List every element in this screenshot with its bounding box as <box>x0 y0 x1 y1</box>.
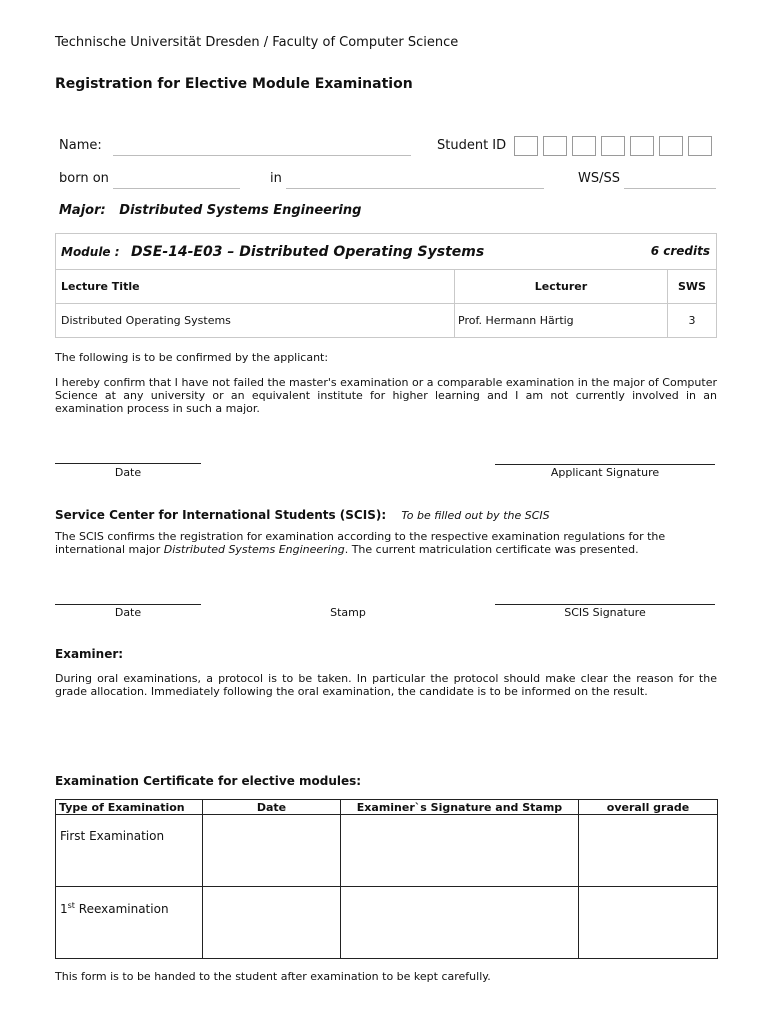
birthplace-label: in <box>270 171 282 186</box>
lecturer-header: Lecturer <box>455 270 668 304</box>
examiner-text: During oral examinations, a protocol is to be taken. In particular the protocol should make clear the reason for the grade allocation. Immediately following the oral examination, the candidate is to be informed on the result. <box>55 672 717 698</box>
applicant-intro: The following is to be confirmed by the applicant: <box>55 351 329 364</box>
applicant-date-line[interactable] <box>55 463 201 464</box>
first-exam-date-cell[interactable] <box>203 815 341 887</box>
scis-heading-line <box>55 504 550 523</box>
scis-signature-label: SCIS Signature <box>564 606 646 619</box>
student-id-box[interactable] <box>543 136 567 156</box>
certificate-heading: Examination Certificate for elective modules: <box>55 774 362 788</box>
date-header: Date <box>203 800 341 815</box>
sws-header: SWS <box>668 270 717 304</box>
name-field[interactable] <box>113 155 411 156</box>
module-table <box>55 233 717 338</box>
reexam-date-cell[interactable] <box>203 887 341 959</box>
semester-label: WS/SS <box>578 171 620 186</box>
type-of-examination-header: Type of Examination <box>56 800 203 815</box>
major-label: Major: <box>59 203 106 218</box>
scis-text-major: Distributed Systems Engineering <box>163 543 345 556</box>
student-id-box[interactable] <box>514 136 538 156</box>
student-id-box[interactable] <box>688 136 712 156</box>
reexam-ordinal: st <box>67 901 75 910</box>
lecture-row <box>56 304 717 338</box>
first-examination-label: First Examination <box>56 815 203 887</box>
birth-date-field[interactable] <box>113 188 240 189</box>
scis-text-part1: The SCIS confirms the registration for examination according to the respective examination regulations for the international major <box>55 530 666 556</box>
lecturer-cell: Prof. Hermann Härtig <box>455 304 668 338</box>
module-label: Module : <box>61 244 120 259</box>
major-value: Distributed Systems Engineering <box>119 203 362 218</box>
module-header-row <box>56 234 717 270</box>
reexam-number: 1 <box>60 902 68 916</box>
lecture-title-header: Lecture Title <box>56 270 455 304</box>
student-id-box[interactable] <box>572 136 596 156</box>
lecture-header-row <box>56 270 717 304</box>
examiner-heading: Examiner: <box>55 647 124 661</box>
reexam-grade-cell[interactable] <box>579 887 718 959</box>
institution-header: Technische Universität Dresden / Faculty of Computer Science <box>55 35 459 50</box>
scis-stamp-label: Stamp <box>330 606 366 619</box>
reexamination-row <box>56 887 718 959</box>
semester-field[interactable] <box>624 188 716 189</box>
student-id-box[interactable] <box>601 136 625 156</box>
applicant-signature-label: Applicant Signature <box>550 466 660 479</box>
student-id-box[interactable] <box>659 136 683 156</box>
applicant-signature-line[interactable] <box>495 464 715 465</box>
scis-text-part2: . The current matriculation certificate was presented. <box>344 543 639 556</box>
first-exam-signature-cell[interactable] <box>341 815 579 887</box>
scis-note: To be filled out by the SCIS <box>401 509 550 522</box>
scis-date-line[interactable] <box>55 604 201 605</box>
first-exam-grade-cell[interactable] <box>579 815 718 887</box>
reexamination-label <box>56 887 203 959</box>
name-label: Name: <box>59 138 102 153</box>
lecture-title-cell: Distributed Operating Systems <box>56 304 455 338</box>
scis-heading: Service Center for International Students (SCIS): <box>55 508 387 522</box>
module-title-cell <box>56 234 717 270</box>
form-title: Registration for Elective Module Examination <box>55 76 413 92</box>
scis-date-label: Date <box>114 606 142 619</box>
examiner-signature-header: Examiner`s Signature and Stamp <box>341 800 579 815</box>
overall-grade-header: overall grade <box>579 800 718 815</box>
scis-text <box>55 530 717 556</box>
applicant-confirmation: I hereby confirm that I have not failed the master's examination or a comparable examination in the major of Computer Science at any university or an equivalent institute for higher learning and I am not currently involved in an examination process in such a major. <box>55 376 717 415</box>
certificate-table <box>55 799 718 959</box>
birthplace-field[interactable] <box>286 188 544 189</box>
certificate-header-row <box>56 800 718 815</box>
sws-cell: 3 <box>668 304 717 338</box>
major-line <box>59 203 361 218</box>
student-id-label: Student ID <box>437 138 507 153</box>
reexam-text: Reexamination <box>74 902 169 916</box>
student-id-box[interactable] <box>630 136 654 156</box>
born-on-label: born on <box>59 171 109 186</box>
reexam-signature-cell[interactable] <box>341 887 579 959</box>
footer-note: This form is to be handed to the student after examination to be kept carefully. <box>55 970 491 983</box>
module-code-title: DSE-14-E03 – Distributed Operating Systems <box>131 243 485 260</box>
scis-signature-line[interactable] <box>495 604 715 605</box>
applicant-date-label: Date <box>114 466 142 479</box>
module-credits: 6 credits <box>650 244 710 258</box>
first-examination-row <box>56 815 718 887</box>
